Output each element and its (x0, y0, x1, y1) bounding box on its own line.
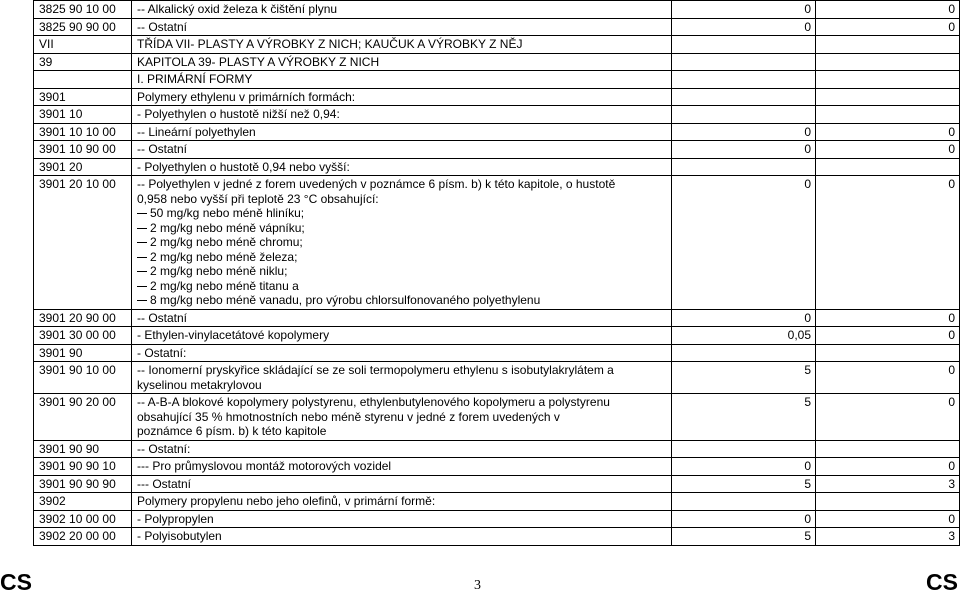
section-number: VII (34, 36, 132, 54)
tariff-code: 3901 10 10 00 (34, 123, 132, 141)
limit-item: 2 mg/kg nebo méně železa; (137, 250, 667, 265)
rate-2 (816, 36, 960, 54)
chapter-title: KAPITOLA 39- PLASTY A VÝROBKY Z NICH (132, 53, 672, 71)
table-row (34, 475, 960, 493)
page-number: 3 (474, 578, 481, 593)
rate-1: 0 (672, 141, 816, 159)
description-line: -- Ionomerní pryskyřice skládající se ze soli termopolymeru ethylenu s isobutylakrylátem a (137, 363, 614, 377)
description: - Polyisobutylen (132, 528, 672, 546)
rate-1: 0 (672, 176, 816, 310)
section-title: TŘÍDA VII- PLASTY A VÝROBKY Z NICH; KAUČUK A VÝROBKY Z NĚJ (132, 36, 672, 54)
description-line: -- A-B-A blokové kopolymery polystyrenu, ethylenbutylenového kopolymeru a polystyrenu (137, 395, 610, 409)
rate-2: 0 (816, 309, 960, 327)
rate-1 (672, 106, 816, 124)
tariff-code: 3902 10 00 00 (34, 510, 132, 528)
description-line: 0,958 nebo vyšší při teplotě 23 °C obsahující: (137, 191, 379, 206)
rate-1: 5 (672, 394, 816, 441)
rate-1 (672, 88, 816, 106)
description-line: kyselinou metakrylovou (137, 377, 262, 392)
table-row (34, 88, 960, 106)
rate-1: 0 (672, 309, 816, 327)
chapter-number: 39 (34, 53, 132, 71)
rate-1 (672, 440, 816, 458)
description: Polymery propylenu nebo jeho olefinů, v primární formě: (132, 493, 672, 511)
description: - Ostatní: (132, 344, 672, 362)
table-row (34, 327, 960, 345)
limit-item: 2 mg/kg nebo méně niklu; (137, 264, 667, 279)
tariff-code: 3825 90 10 00 (34, 1, 132, 19)
tariff-code: 3825 90 90 00 (34, 18, 132, 36)
description: -- Lineární polyethylen (132, 123, 672, 141)
rate-2 (816, 158, 960, 176)
limit-item: 8 mg/kg nebo méně vanadu, pro výrobu chlorsulfonovaného polyethylenu (137, 293, 667, 308)
tariff-code: 3901 90 (34, 344, 132, 362)
rate-2: 0 (816, 510, 960, 528)
description: - Polyethylen o hustotě nižší než 0,94: (132, 106, 672, 124)
rate-1: 0 (672, 1, 816, 19)
rate-2: 0 (816, 123, 960, 141)
tariff-code: 3901 90 20 00 (34, 394, 132, 441)
rate-2: 3 (816, 475, 960, 493)
rate-2 (816, 71, 960, 89)
description: -- Ostatní (132, 18, 672, 36)
rate-2 (816, 344, 960, 362)
footer-language-code-right: CS (926, 569, 958, 595)
description: Polymery ethylenu v primárních formách: (132, 88, 672, 106)
rate-2: 0 (816, 141, 960, 159)
rate-1 (672, 71, 816, 89)
rate-1: 5 (672, 528, 816, 546)
rate-1: 5 (672, 362, 816, 394)
description: - Polyethylen o hustotě 0,94 nebo vyšší: (132, 158, 672, 176)
rate-2: 0 (816, 394, 960, 441)
table-row (34, 362, 960, 394)
footer-language-code-left: CS (0, 569, 32, 595)
rate-2: 0 (816, 362, 960, 394)
description-line: obsahující 35 % hmotnostních nebo méně styrenu v jedné z forem uvedených v (137, 409, 560, 424)
tariff-code: 3901 10 (34, 106, 132, 124)
rate-2 (816, 88, 960, 106)
tariff-code: 3902 (34, 493, 132, 511)
limit-item: 2 mg/kg nebo méně vápníku; (137, 221, 667, 236)
table-row (34, 309, 960, 327)
table-row (34, 141, 960, 159)
tariff-code: 3901 30 00 00 (34, 327, 132, 345)
limit-item: 50 mg/kg nebo méně hliníku; (137, 206, 667, 221)
table-row (34, 510, 960, 528)
rate-1: 0 (672, 123, 816, 141)
rate-1 (672, 53, 816, 71)
description: --- Ostatní (132, 475, 672, 493)
table-row (34, 458, 960, 476)
rate-1: 0 (672, 458, 816, 476)
limit-item: 2 mg/kg nebo méně titanu a (137, 279, 667, 294)
description: - Ethylen-vinylacetátové kopolymery (132, 327, 672, 345)
table-row (34, 18, 960, 36)
rate-2: 0 (816, 458, 960, 476)
tariff-code: 3901 (34, 88, 132, 106)
rate-1: 5 (672, 475, 816, 493)
tariff-code: 3901 90 90 90 (34, 475, 132, 493)
description: -- Ostatní (132, 141, 672, 159)
subchapter-title: I. PRIMÁRNÍ FORMY (132, 71, 672, 89)
table-row (34, 493, 960, 511)
description: - Polypropylen (132, 510, 672, 528)
description (132, 176, 672, 310)
description-line: -- Polyethylen v jedné z forem uvedených v poznámce 6 písm. b) k této kapitole, o hustotě (137, 177, 616, 191)
tariff-code: 3902 20 00 00 (34, 528, 132, 546)
rate-1 (672, 493, 816, 511)
tariff-code: 3901 20 10 00 (34, 176, 132, 310)
table-row (34, 53, 960, 71)
rate-1 (672, 344, 816, 362)
tariff-code (34, 71, 132, 89)
table-row (34, 158, 960, 176)
table-row (34, 106, 960, 124)
table-row (34, 176, 960, 310)
rate-1 (672, 36, 816, 54)
rate-2 (816, 106, 960, 124)
table-row (34, 394, 960, 441)
rate-2: 0 (816, 176, 960, 310)
limit-item: 2 mg/kg nebo méně chromu; (137, 235, 667, 250)
rate-2: 3 (816, 528, 960, 546)
tariff-code: 3901 20 (34, 158, 132, 176)
tariff-table (33, 0, 960, 546)
tariff-code: 3901 90 90 10 (34, 458, 132, 476)
table-row (34, 528, 960, 546)
rate-2: 0 (816, 327, 960, 345)
rate-2: 0 (816, 18, 960, 36)
tariff-code: 3901 90 10 00 (34, 362, 132, 394)
tariff-code: 3901 90 90 (34, 440, 132, 458)
rate-2 (816, 493, 960, 511)
table-row (34, 123, 960, 141)
description: -- Ostatní (132, 309, 672, 327)
rate-2: 0 (816, 1, 960, 19)
table-row (34, 344, 960, 362)
table-row (34, 1, 960, 19)
description: -- Alkalický oxid železa k čištění plynu (132, 1, 672, 19)
rate-2 (816, 440, 960, 458)
rate-1: 0 (672, 510, 816, 528)
rate-2 (816, 53, 960, 71)
table-row (34, 440, 960, 458)
description: --- Pro průmyslovou montáž motorových vozidel (132, 458, 672, 476)
rate-1 (672, 158, 816, 176)
description (132, 362, 672, 394)
rate-1: 0,05 (672, 327, 816, 345)
description: -- Ostatní: (132, 440, 672, 458)
tariff-code: 3901 20 90 00 (34, 309, 132, 327)
tariff-code: 3901 10 90 00 (34, 141, 132, 159)
description-line: poznámce 6 písm. b) k této kapitole (137, 424, 327, 438)
table-row (34, 36, 960, 54)
table-row (34, 71, 960, 89)
rate-1: 0 (672, 18, 816, 36)
description (132, 394, 672, 441)
